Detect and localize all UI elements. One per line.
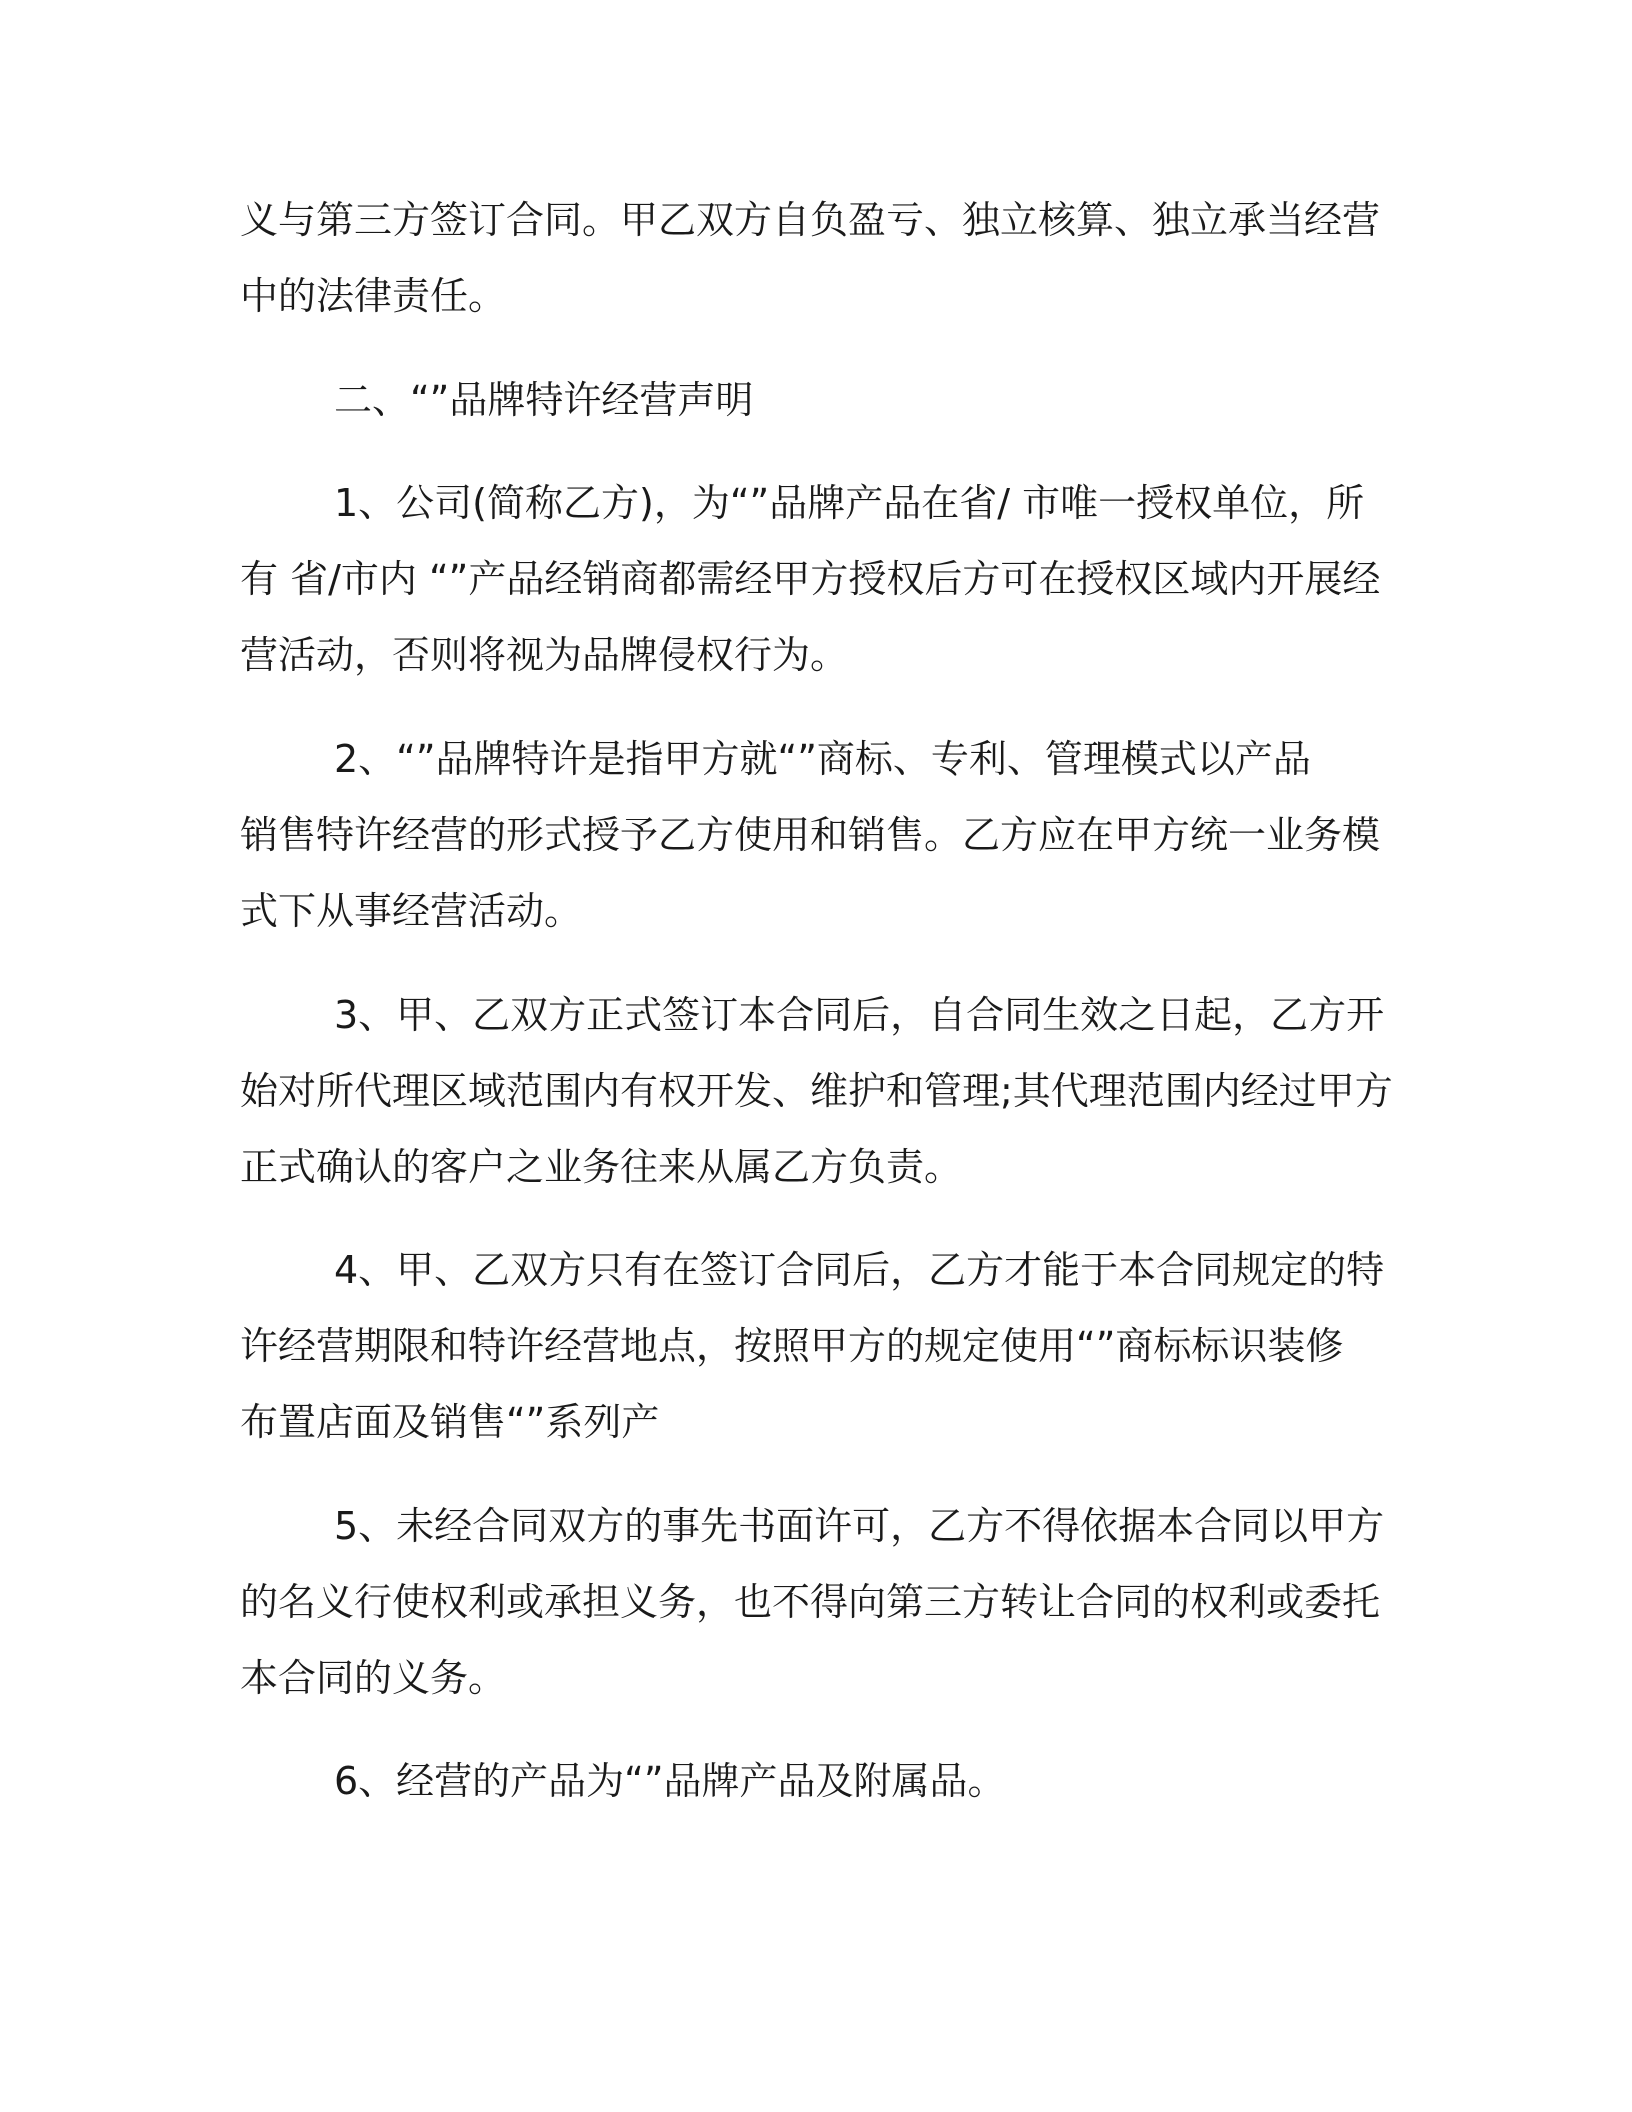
- text-line: 式下从事经营活动。: [240, 889, 583, 933]
- text-line: 有 省/市内 “”产品经销商都需经甲方授权后方可在授权区域内开展经: [240, 557, 1381, 601]
- text-line: 1、公司(简称乙方)，为“”品牌产品在省/ 市唯一授权单位，所: [334, 481, 1365, 525]
- text-line: 义与第三方签订合同。甲乙双方自负盈亏、独立核算、独立承当经营: [240, 198, 1381, 242]
- text-line: 正式确认的客户之业务往来从属乙方负责。: [240, 1145, 963, 1189]
- text-line: 销售特许经营的形式授予乙方使用和销售。乙方应在甲方统一业务模: [240, 813, 1381, 857]
- text-line: 5、未经合同双方的事先书面许可，乙方不得依据本合同以甲方: [334, 1504, 1385, 1548]
- text-line: 始对所代理区域范围内有权开发、维护和管理;其代理范围内经过甲方: [240, 1069, 1393, 1113]
- text-line: 4、甲、乙双方只有在签订合同后，乙方才能于本合同规定的特: [334, 1248, 1385, 1292]
- text-line: 本合同的义务。: [240, 1656, 507, 1700]
- text-line: 许经营期限和特许经营地点，按照甲方的规定使用“”商标标识装修: [240, 1324, 1344, 1368]
- text-line: 中的法律责任。: [240, 274, 507, 318]
- text-line: 3、甲、乙双方正式签订本合同后，自合同生效之日起，乙方开: [334, 993, 1385, 1037]
- text-line: 2、“”品牌特许是指甲方就“”商标、专利、管理模式以产品: [334, 737, 1311, 781]
- section-heading: 二、“”品牌特许经营声明: [334, 378, 754, 422]
- text-line: 营活动，否则将视为品牌侵权行为。: [240, 633, 849, 677]
- text-line: 6、经营的产品为“”品牌产品及附属品。: [334, 1759, 1006, 1803]
- text-line: 的名义行使权利或承担义务，也不得向第三方转让合同的权利或委托: [240, 1580, 1381, 1624]
- text-line: 布置店面及销售“”系列产: [240, 1400, 660, 1444]
